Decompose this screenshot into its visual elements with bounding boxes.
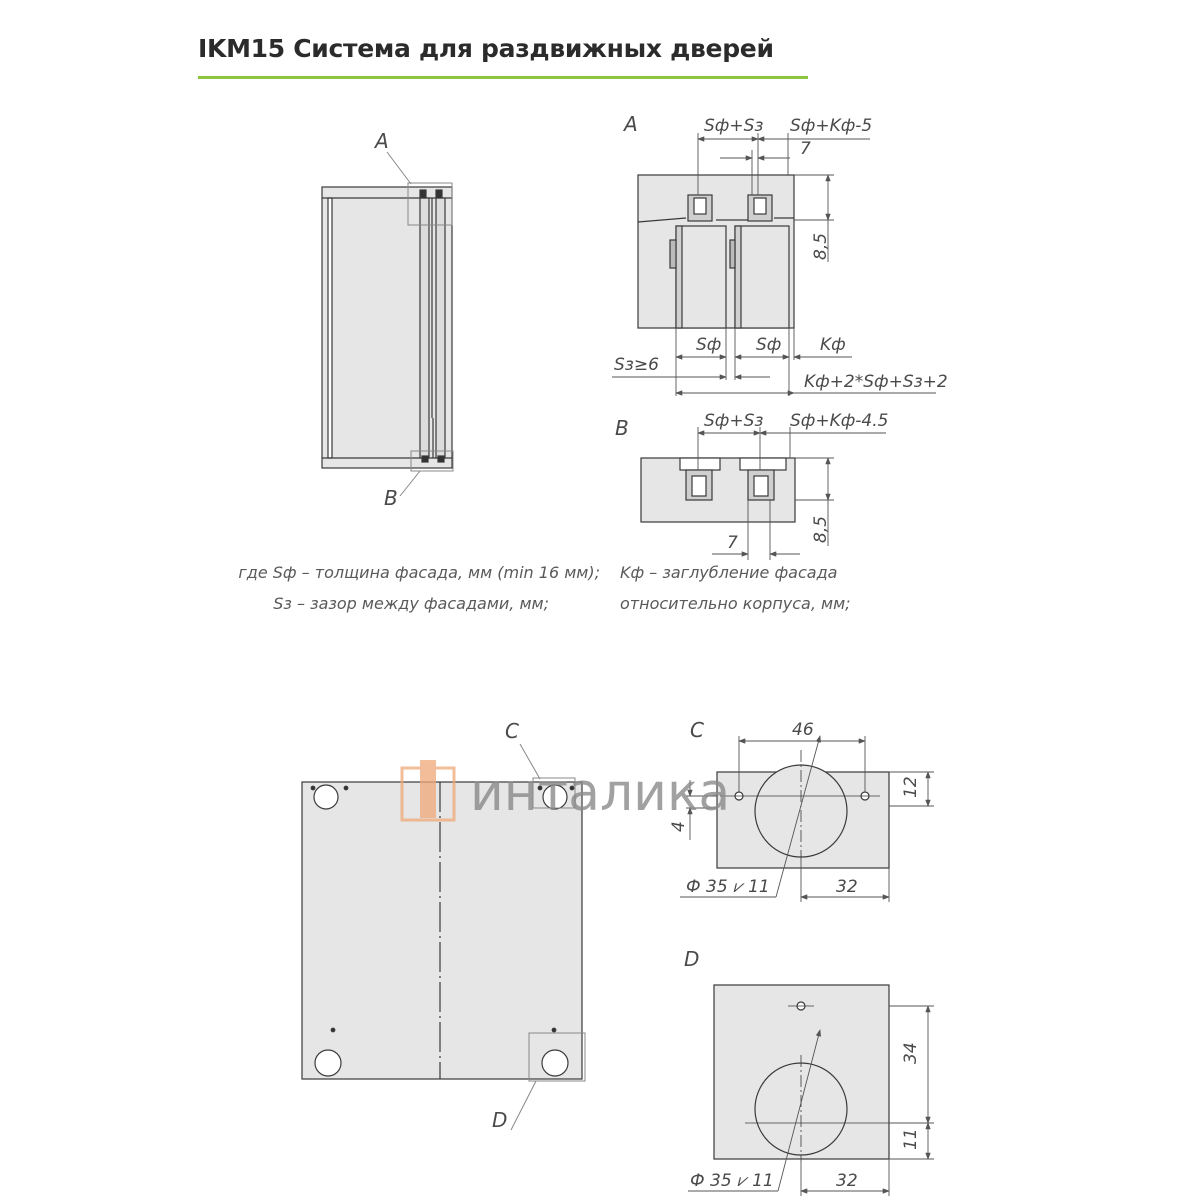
detail-c-label: C bbox=[690, 718, 704, 742]
detail-c-dim-32: 32 bbox=[836, 877, 858, 897]
detail-c-dim-46: 46 bbox=[792, 720, 814, 740]
detail-b-dim-8-5: 8,5 bbox=[811, 515, 831, 543]
watermark-text: инталика bbox=[470, 763, 731, 823]
page-title: IKM15 Система для раздвижных дверей bbox=[198, 34, 774, 63]
note-line2-right: относительно корпуса, мм; bbox=[620, 594, 851, 613]
detail-a-drawing bbox=[638, 175, 794, 328]
note-line1-right: Kф – заглубление фасада bbox=[620, 563, 838, 582]
detail-d-dim-hole: Ф 35 ⩗ 11 bbox=[690, 1171, 774, 1191]
callout-a-label: A bbox=[375, 129, 389, 153]
detail-a-dim-sf-2: Sф bbox=[756, 335, 782, 355]
detail-b-drawing bbox=[641, 458, 795, 522]
detail-b-label: B bbox=[615, 416, 629, 440]
detail-d-dim-32: 32 bbox=[836, 1171, 858, 1191]
detail-c-drawing bbox=[717, 750, 889, 868]
detail-a-dim-7: 7 bbox=[800, 139, 811, 159]
detail-d-label: D bbox=[684, 947, 700, 971]
note-line1-left: где Sф – толщина фасада, мм (min 16 мм); bbox=[238, 563, 600, 582]
detail-c-dim-12: 12 bbox=[901, 776, 921, 798]
detail-d-dim-34: 34 bbox=[901, 1042, 921, 1064]
detail-a-dim-kf: Kф bbox=[820, 335, 846, 355]
detail-a-dim-sf-1: Sф bbox=[696, 335, 722, 355]
detail-b-dim-7: 7 bbox=[727, 533, 738, 553]
detail-d-dim-11: 11 bbox=[901, 1128, 921, 1150]
door-panel-front bbox=[302, 782, 582, 1079]
detail-c-dim-4: 4 bbox=[669, 821, 689, 832]
detail-b-dim-sf-kf-4-5: Sф+Kф-4.5 bbox=[790, 411, 889, 431]
callout-c-label: C bbox=[505, 719, 519, 743]
detail-a-dim-sf-kf-5: Sф+Kф-5 bbox=[790, 116, 873, 136]
detail-a-dim-sf-sz: Sф+Sз bbox=[704, 116, 764, 136]
detail-a-label: A bbox=[624, 112, 638, 136]
detail-a-dim-total: Kф+2*Sф+Sз+2 bbox=[804, 372, 948, 392]
callout-b-label: B bbox=[384, 486, 398, 510]
detail-a-dim-8-5: 8,5 bbox=[811, 232, 831, 260]
callout-d-label: D bbox=[492, 1108, 508, 1132]
detail-b-dim-sf-sz: Sф+Sз bbox=[704, 411, 764, 431]
detail-d-drawing bbox=[714, 985, 889, 1162]
note-line2-left: Sз – зазор между фасадами, мм; bbox=[273, 594, 549, 613]
cabinet-side-view bbox=[322, 187, 452, 468]
detail-c-dim-hole: Ф 35 ⩗ 11 bbox=[686, 877, 770, 897]
detail-a-dim-sz6: Sз≥6 bbox=[614, 355, 659, 375]
